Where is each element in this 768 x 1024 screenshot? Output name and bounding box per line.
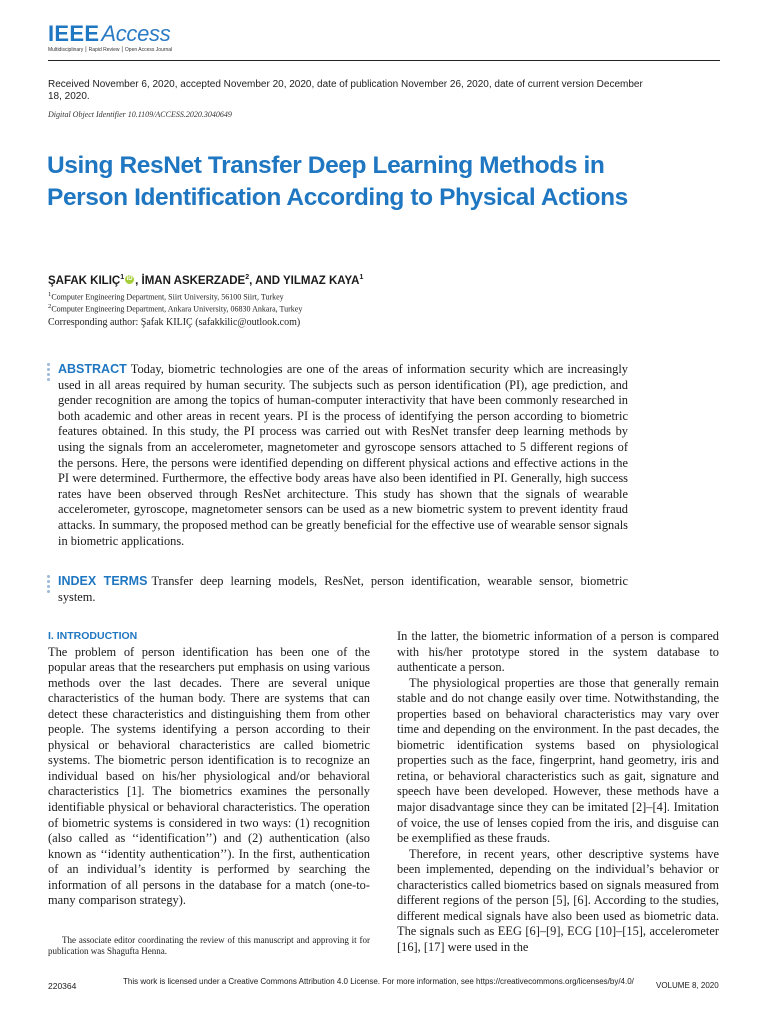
section-heading: I. INTRODUCTION [48, 630, 138, 642]
author-3[interactable]: , AND YILMAZ KAYA [249, 274, 360, 287]
logo-tagline: Multidisciplinary ⎮ Rapid Review ⎮ Open Access Journal [48, 47, 173, 53]
editor-footnote: The associate editor coordinating the review of this manuscript and approving it for publication was Shagufta Henna. [48, 935, 370, 956]
affiliation-1: $^1$Computer Engineering Department, Siirt University, 56100 Siirt, Turkey [48, 291, 284, 302]
page-number: 220364 [48, 981, 77, 991]
affiliation-2: $^2$Computer Engineering Department, Ankara University, 06830 Ankara, Turkey [48, 303, 303, 314]
journal-logo [48, 22, 172, 53]
index-terms-marker-icon [47, 575, 51, 595]
logo-ieee: IEEE [48, 21, 100, 46]
intro-paragraph-2: In the latter, the biometric information of a person is compared with his/her prototype stored in the system database to authenticate a person. [397, 629, 719, 675]
corresponding-author: Corresponding author: Şafak KILIÇ (safakkilic@outlook.com) [48, 317, 301, 328]
left-column [48, 629, 370, 909]
abstract-marker-icon [47, 363, 51, 383]
index-terms-text: Transfer deep learning models, ResNet, person identification, wearable sensor, biometric system. [58, 574, 628, 604]
header-rule [48, 60, 720, 61]
index-terms-label: INDEX TERMS [58, 574, 148, 588]
abstract-text: Today, biometric technologies are one of the areas of information security which are increasingly used in all areas required by human security. The subjects such as person identification (PI), age prediction, and gender recognition are among the topics of human-computer interactivity that have been commonly researched in both academic and other areas in recent years. PI is the process of identifying the person according to biometric features obtained. In this study, the PI process was carried out with ResNet transfer deep learning methods by using the signals from an accelerometer, magnetometer and gyroscope sensors attached to 5 different regions of the persons. Here, the persons were identified depending on different physical actions and effective actions in the PI were determined. Furthermore, the effective body areas have also been identified in PI. Generally, high success rates have been observed through ResNet architecture. This study has shown that the signals of wearable accelerometer, gyroscope, magnetometer sensors can be used as a new biometric system to prevent identity fraud attacks. In summary, the proposed method can be greatly beneficial for the effective use of wearable sensor signals in biometric applications. [58, 362, 628, 548]
author-1[interactable]: ŞAFAK KILIÇ [48, 274, 121, 287]
authors [48, 274, 363, 287]
intro-paragraph-4: Therefore, in recent years, other descriptive systems have been implemented, depending on the individual’s behavior or characteristics called biometrics based on signals measured from different regions of the person [5], [6]. According to the studies, different medical signals have also been used as biometric data. The signals such as EEG [6]–[9], ECG [10]–[15], accelerometer [16], [17] were used in the [397, 846, 719, 954]
doi: Digital Object Identifier 10.1109/ACCESS.2020.3040649 [48, 110, 232, 119]
author-2[interactable]: , İMAN ASKERZADE [135, 274, 246, 287]
license-notice[interactable]: This work is licensed under a Creative Commons Attribution 4.0 License. For more information, see https://creativecommons.org/licenses/by/4.0/ [123, 977, 634, 986]
affiliations [48, 290, 302, 314]
author-3-sup: 1 [359, 274, 364, 281]
received-dates: Received November 6, 2020, accepted November 20, 2020, date of publication November 26, 2020, date of current version December 18, 2020. [48, 79, 643, 102]
abstract-label: ABSTRACT [58, 362, 127, 376]
logo-access: Access [101, 21, 171, 46]
intro-paragraph-3: The physiological properties are those that generally remain stable and do not change easily over time. Notwithstanding, the properties based on behavioral characteristics may vary over time and depending on the environment. In the past decades, the biometric identification systems based on physiological properties such as the face, fingerprint, hand geometry, iris and retina, or behavioral characteristics such as gait, signature and speech have been developed. However, these methods have a major disadvantage since they can be imitated [2]–[4]. Imitation of voice, the use of lenses copied from the iris, and disguise can be exemplified as these frauds. [397, 675, 719, 846]
paper-title: Using ResNet Transfer Deep Learning Methods in Person Identification According to Physical Actions [47, 152, 628, 211]
author-2-sup: 2 [245, 274, 250, 281]
author-1-sup: 1 [120, 274, 125, 281]
index-terms [58, 574, 628, 605]
orcid-icon[interactable]: iD [126, 275, 133, 282]
abstract [58, 362, 628, 549]
volume-label: VOLUME 8, 2020 [656, 981, 719, 990]
intro-paragraph-1: The problem of person identification has been one of the popular areas that the researchers put emphasis on using various methods over the last decades. There are several unique characteristics of the human body. There are systems that can detect these characteristics and distinguishing them from other people. The systems identifying a person according to their physical or behavioral characteristics are called biometric systems. The biometric person identification is to recognize an individual based on his/her physiological and/or behavioral characteristics [1]. The biometrics examines the personally identifiable physical or behavioral characteristics. The operation of biometric systems is considered in two ways: (1) recognition (also called as ‘‘identification’’) and (2) authentication (also known as ‘‘identity authentication’’). In the first, authentication of an individual’s identity is performed by searching the information of all persons in the database for a match (one-to-many comparison strategy). [48, 644, 370, 908]
right-column [397, 629, 719, 955]
